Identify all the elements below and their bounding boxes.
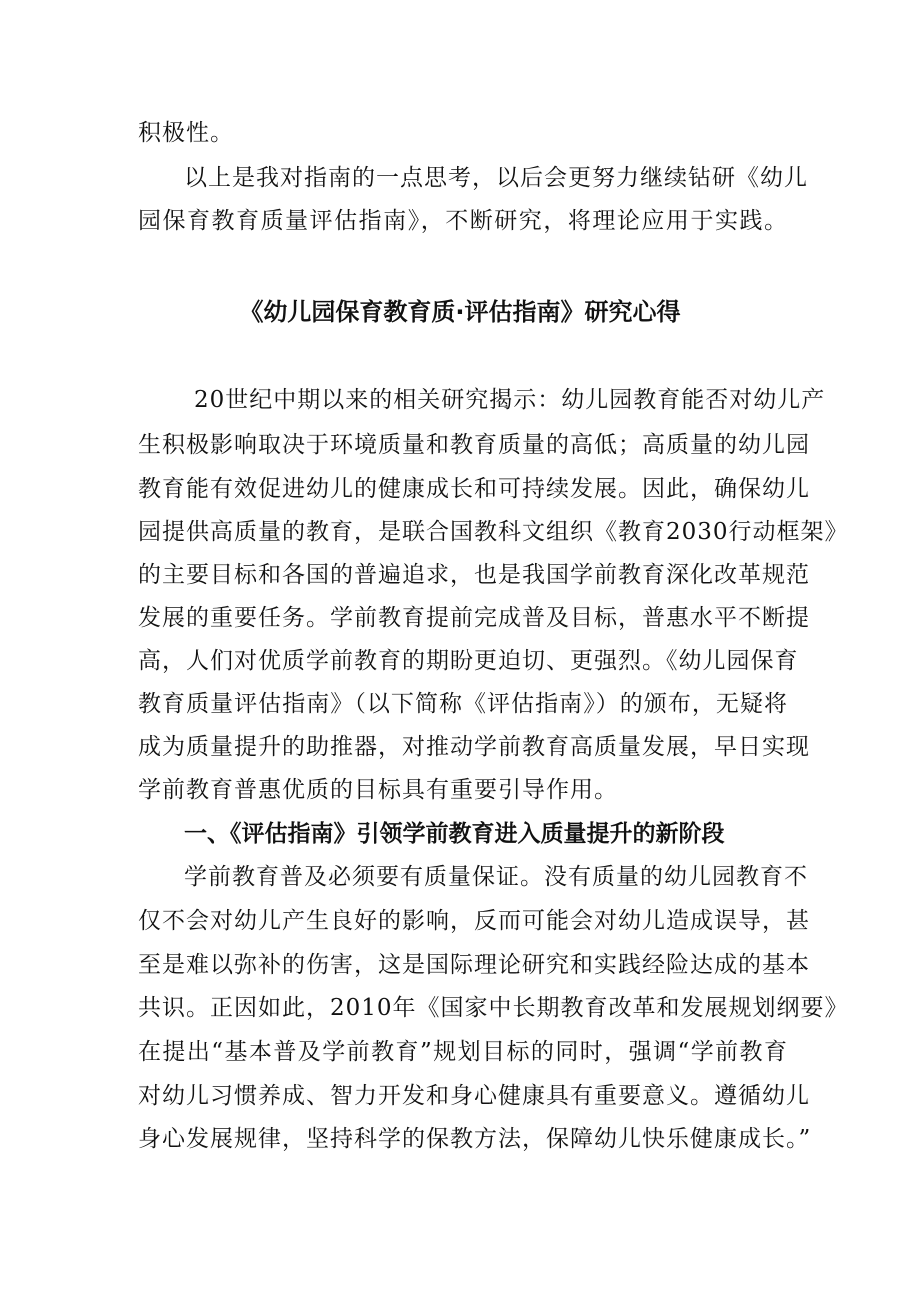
paragraph-line: 生积极影响取决于环境质量和教育质量的高低；高质量的幼儿园 [138,432,810,458]
paragraph-line: 以上是我对指南的一点思考，以后会更努力继续钻研《幼儿 [184,165,808,191]
paragraph-line: 20世纪中期以来的相关研究揭示：幼儿园教育能否对幼儿产 [194,387,826,413]
paragraph-line: 高，人们对优质学前教育的期盼更迫切、更强烈。《幼儿园保育 [138,648,799,674]
paragraph-line: 教育能有效促进幼儿的健康成长和可持续发展。因此，确保幼儿 [138,476,810,502]
paragraph-line: 身心发展规律，坚持科学的保教方法，保障幼儿快乐健康成长。” [138,1126,812,1152]
section-heading: 一、《评估指南》引领学前教育进入质量提升的新阶段 [184,821,725,847]
paragraph-line: 学前教育普惠优质的目标具有重要引导作用。 [138,777,618,803]
paragraph-line: 发展的重要任务。学前教育提前完成普及目标，普惠水平不断提 [138,605,810,631]
paragraph-line: 学前教育普及必须要有质量保证。没有质量的幼儿园教育不 [184,864,808,890]
paragraph-line: 积极性。 [138,120,234,146]
paragraph-line: 在提出“基本普及学前教育”规划目标的同时，强调“学前教育 [138,1039,788,1065]
paragraph-line: 仅不会对幼儿产生良好的影响，反而可能会对幼儿造成误导，甚 [138,908,810,934]
paragraph-line: 园提供高质量的教育，是联合国教科文组织《教育2030行动框架》 [138,519,849,545]
paragraph-line: 对幼儿习惯养成、智力开发和身心健康具有重要意义。遵循幼儿 [138,1083,810,1109]
paragraph-line: 共识。正因如此，2010年《国家中长期教育改革和发展规划纲要》 [138,995,849,1021]
paragraph-line: 成为质量提升的助推器，对推动学前教育高质量发展，早日实现 [138,734,810,760]
paragraph-line: 的主要目标和各国的普遍追求，也是我国学前教育深化改革规范 [138,562,810,588]
paragraph-line: 教育质量评估指南》（以下简称《评估指南》）的颁布，无疑将 [138,691,788,717]
paragraph-line: 至是难以弥补的伤害，这是国际理论研究和实践经险达成的基本 [138,952,810,978]
paragraph-line: 园保育教育质量评估指南》，不断研究，将理论应用于实践。 [138,208,788,234]
document-title: 《幼儿园保育教育质·评估指南》研究心得 [239,298,681,326]
